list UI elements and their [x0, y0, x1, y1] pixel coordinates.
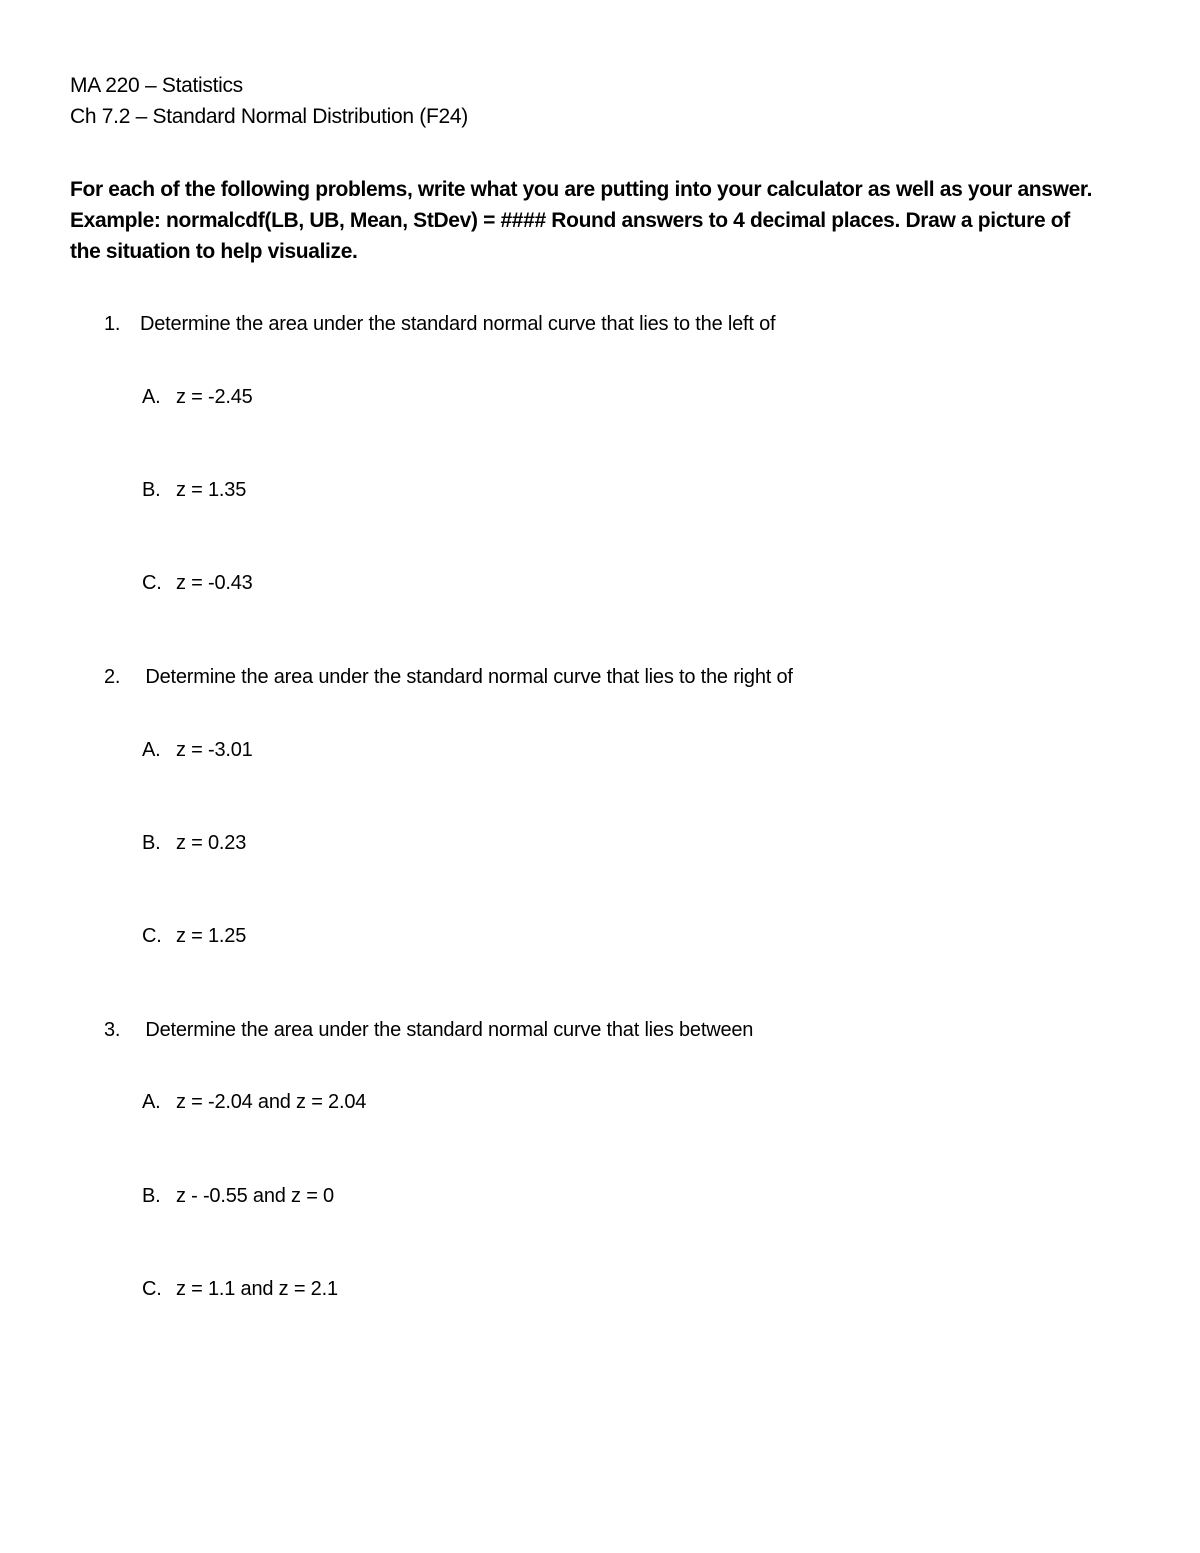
part-label: A. [142, 386, 161, 408]
part-text: z = -0.43 [176, 572, 253, 594]
part-text: z = -2.04 and z = 2.04 [176, 1091, 367, 1113]
document-header [70, 70, 468, 132]
part-text: z = 1.1 and z = 2.1 [176, 1278, 338, 1300]
chapter-title: Ch 7.2 – Standard Normal Distribution (F24) [70, 105, 468, 128]
question-text: Determine the area under the standard normal curve that lies between [140, 1019, 754, 1041]
question-1-part-b [142, 476, 246, 504]
question-2 [104, 663, 793, 691]
part-text: z = 0.23 [176, 832, 247, 854]
part-label: A. [142, 739, 161, 761]
question-2-part-c [142, 922, 246, 950]
instructions-line-2: Example: normalcdf(LB, UB, Mean, StDev) = #### Round answers to 4 decimal places. Draw a picture of [70, 209, 1070, 232]
part-text: z = 1.35 [176, 479, 247, 501]
part-label: C. [142, 1278, 162, 1300]
question-text: Determine the area under the standard normal curve that lies to the left of [140, 313, 776, 335]
part-text: z = -2.45 [176, 386, 253, 408]
question-1 [104, 310, 775, 338]
question-3 [104, 1016, 753, 1044]
question-3-part-c [142, 1275, 338, 1303]
part-label: A. [142, 1091, 161, 1113]
part-label: B. [142, 832, 161, 854]
question-number: 2. [104, 666, 121, 688]
part-label: B. [142, 479, 161, 501]
part-label: C. [142, 925, 162, 947]
question-2-part-b [142, 829, 246, 857]
part-text: z - -0.55 and z = 0 [176, 1185, 334, 1207]
question-3-part-b [142, 1182, 334, 1210]
part-label: B. [142, 1185, 161, 1207]
question-text: Determine the area under the standard normal curve that lies to the right of [140, 666, 793, 688]
question-1-part-c [142, 569, 253, 597]
part-label: C. [142, 572, 162, 594]
question-number: 3. [104, 1019, 121, 1041]
course-title: MA 220 – Statistics [70, 74, 243, 97]
part-text: z = -3.01 [176, 739, 253, 761]
instructions-line-3: the situation to help visualize. [70, 240, 358, 263]
question-1-part-a [142, 383, 253, 411]
instructions-line-1: For each of the following problems, write what you are putting into your calculator as well as your answer. [70, 178, 1093, 201]
question-3-part-a [142, 1088, 366, 1116]
part-text: z = 1.25 [176, 925, 247, 947]
question-number: 1. [104, 313, 121, 335]
question-2-part-a [142, 736, 253, 764]
instructions [70, 174, 1140, 267]
